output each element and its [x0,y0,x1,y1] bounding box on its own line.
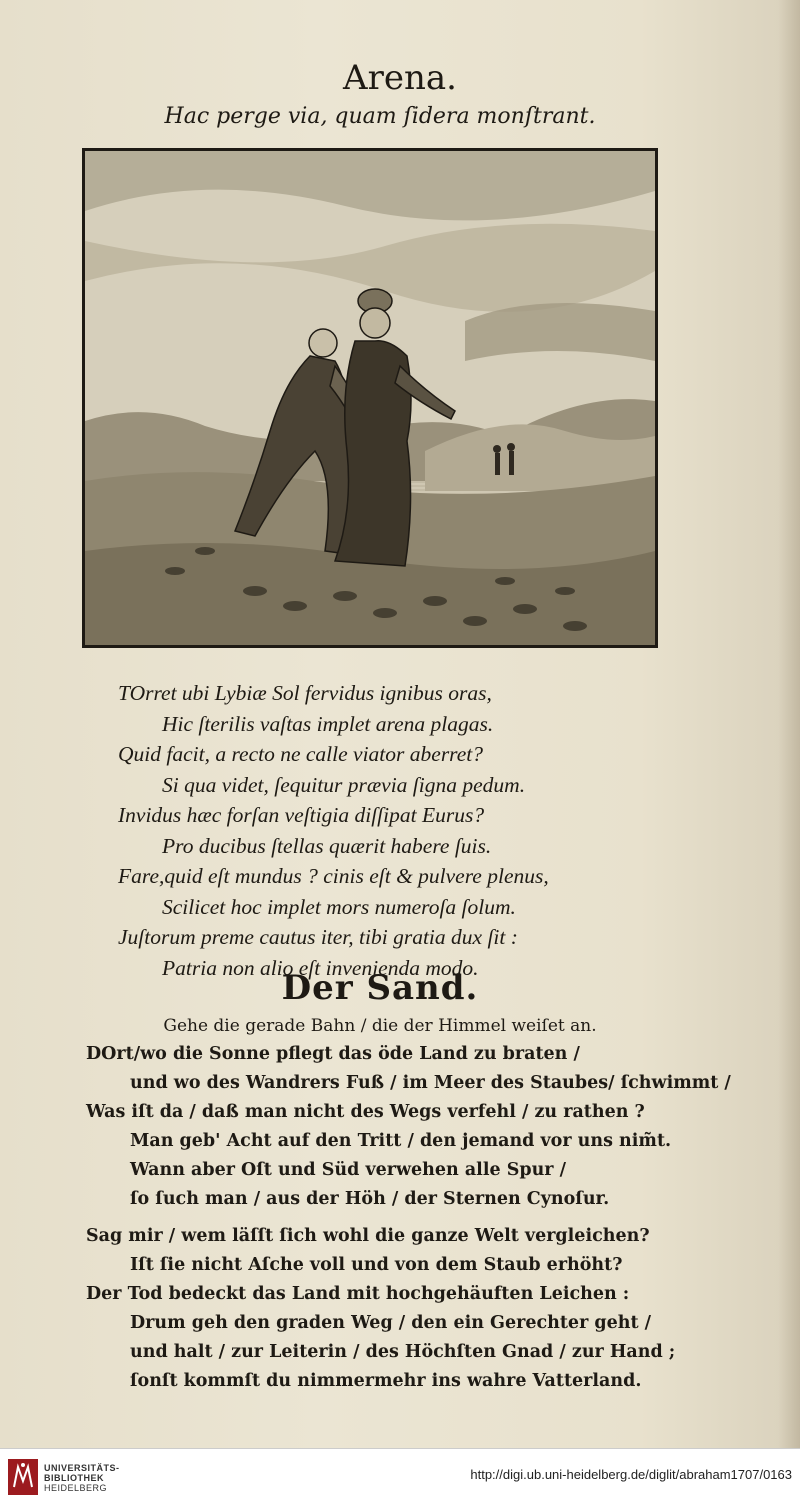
latin-title: Arena. [343,58,457,98]
viewer-footer [0,1448,800,1506]
latin-poem-line: Hic ſterilis vaſtas implet arena plagas. [162,711,494,736]
engraving-drawing [85,151,655,645]
library-line-1: UNIVERSITÄTS- [44,1463,120,1473]
german-poem-line: Iſt ſie nicht Aſche voll und von dem Staub erhöht? [130,1255,623,1275]
latin-poem-line: Juſtorum preme cautus iter, tibi gratia dux ſit : [118,925,518,949]
library-logo-icon [8,1459,38,1495]
german-poem-line: und wo des Wandrers Fuß / im Meer des Staubes/ ſchwimmt / [130,1073,731,1093]
german-poem-line: Der Tod bedeckt das Land mit hochgehäuften Leichen : [86,1284,630,1304]
latin-poem-line: Fare,quid eſt mundus ? cinis eſt & pulvere plenus, [118,864,549,888]
german-poem-line: und halt / zur Leiterin / des Höchſten Gnad / zur Hand ; [130,1342,676,1362]
german-motto: Gehe die gerade Bahn / die der Himmel weiſet an. [163,1016,597,1036]
latin-poem [118,678,638,983]
latin-poem-line: Scilicet hoc implet mors numeroſa ſolum. [162,894,516,919]
german-poem [86,1040,731,1396]
german-poem-line: DOrt/wo die Sonne pflegt das öde Land zu braten / [86,1044,580,1064]
german-poem-line: Man geb' Acht auf den Tritt / den jemand vor uns nim̃t. [130,1131,672,1151]
german-title: Der Sand. [281,968,479,1008]
latin-motto: Hac perge via, quam ſidera monſtrant. [164,104,596,129]
latin-poem-line: Invidus hæc forſan veſtigia diſſipat Eurus? [118,803,485,827]
latin-poem-line: Patria non alio eſt invenienda modo. [162,955,479,980]
german-poem-line: ſonſt kommſt du nimmermehr ins wahre Vatterland. [130,1371,642,1391]
latin-poem-line: Quid facit, a recto ne calle viator aberret? [118,742,484,766]
latin-poem-line: Si qua videt, ſequitur prævia ſigna pedum. [162,772,526,797]
page-url-link[interactable]: http://digi.ub.uni-heidelberg.de/diglit/abraham1707/0163 [470,1467,792,1482]
library-name [44,1463,154,1493]
library-line-3: HEIDELBERG [44,1483,108,1493]
engraving-illustration [82,148,658,648]
german-poem-line: Sag mir / wem läſſt ſich wohl die ganze Welt vergleichen? [86,1226,650,1246]
german-poem-line: Was iſt da / daß man nicht des Wegs verfehl / zu rathen ? [86,1102,645,1122]
german-poem-line: Drum geh den graden Weg / den ein Gerechter geht / [130,1313,652,1333]
latin-poem-line: Pro ducibus ſtellas quærit habere ſuis. [162,833,492,858]
latin-poem-line: TOrret ubi Lybiæ Sol fervidus ignibus oras, [118,681,492,705]
german-poem-line: Wann aber Oſt und Süd verwehen alle Spur / [130,1160,567,1180]
library-line-2: BIBLIOTHEK [44,1473,104,1483]
german-poem-line: ſo ſuch man / aus der Höh / der Sternen Cynoſur. [130,1189,610,1209]
